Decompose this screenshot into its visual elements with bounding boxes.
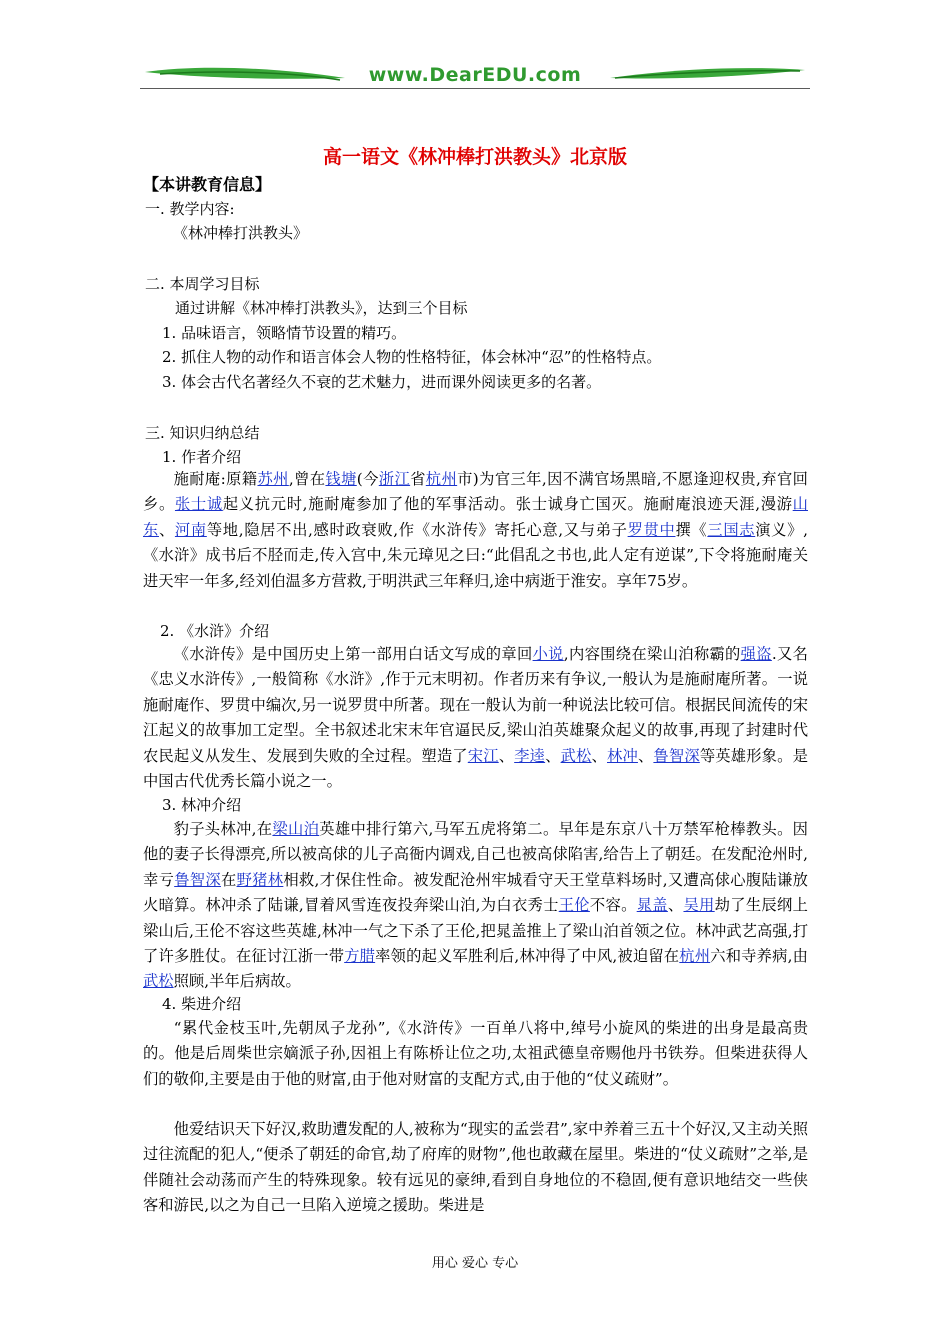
link-hangzhou-2[interactable]: 杭州 [679, 947, 711, 966]
linchong-paragraph: 豹子头林冲,在梁山泊英雄中排行第六,马军五虎将第二。早年是东京八十万禁军枪棒教头。因他的妻子长得漂亮,所以被高俅的儿子高衙内调戏,自己也被高俅陷害,给告上了朝廷。在发配沧州时,幸亏鲁智深在野猪林相救,才保住性命。被发配沧州牢城看守天王堂草料场时,又遭高俅心腹陆谦放火暗算。林冲杀了陆谦,冒着风雪连夜投奔梁山泊,为白衣秀士王伦不容。晁盖、吴用劫了生辰纲上梁山后,王伦不容这些英雄,林冲一气之下杀了王伦,把晁盖推上了梁山泊首领之位。林冲武艺高强,打了许多胜仗。在征讨江浙一带方腊率领的起义军胜利后,林冲得了中风,被迫留在杭州六和寺养病,由武松照顾,半年后病故。 [143, 820, 808, 991]
section-heading: 【本讲教育信息】 [143, 175, 272, 194]
page-title: 高一语文《林冲棒打洪教头》北京版 [322, 146, 627, 168]
link-fangla[interactable]: 方腊 [344, 947, 376, 966]
link-luzhishen-2[interactable]: 鲁智深 [174, 870, 221, 889]
s1-content: 《林冲棒打洪教头》 [173, 224, 309, 242]
link-wuyong[interactable]: 吴用 [683, 896, 715, 915]
goal-item-2: 2. 抓住人物的动作和语言体会人物的性格特征，体会林冲“忍”的性格特点。 [162, 348, 662, 366]
sub-heading-chaijin: 4. 柴进介绍 [162, 995, 242, 1013]
shuihu-paragraph: 《水浒传》是中国历史上第一部用白话文写成的章回小说,内容围绕在梁山泊称霸的强盗.又名《忠义水浒传》,一般简称《水浒》,作于元末明初。作者历来有争议,一般认为是施耐庵所著。一说施耐庵作、罗贯中编次,另一说罗贯中所著。现在一般认为前一种说法比较可信。根据民间流传的宋江起义的故事加工定型。全书叙述北宋末年官逼民反,梁山泊英雄聚众起义的故事,再现了封建时代农民起义从发生、发展到失败的全过程。塑造了宋江、李逵、武松、林冲、鲁智深等英雄形象。是中国古代优秀长篇小说之一。 [143, 645, 808, 791]
link-likui[interactable]: 李逵 [514, 746, 546, 765]
link-yezhulin[interactable]: 野猪林 [236, 870, 284, 889]
sub-heading-author: 1. 作者介绍 [162, 448, 242, 466]
link-suzhou[interactable]: 苏州 [257, 470, 289, 488]
link-wusong[interactable]: 武松 [560, 746, 592, 765]
link-songjiang[interactable]: 宋江 [467, 746, 499, 765]
link-henan[interactable]: 河南 [174, 520, 207, 539]
chaijin-paragraph-1: “累代金枝玉叶,先朝凤子龙孙”,《水浒传》一百单八将中,绰号小旋风的柴进的出身是最高贵的。他是后周柴世宗嫡派子孙,因祖上有陈桥让位之功,太祖武德皇帝赐他丹书铁券。但柴进获得人们的敬仰,主要是由于他的财富,由于他对财富的支配方式,由于他的“仗义疏财”。 [143, 1019, 808, 1088]
link-linchong[interactable]: 林冲 [607, 746, 638, 765]
link-xiaoshuo[interactable]: 小说 [532, 645, 564, 663]
link-wusong-2[interactable]: 武松 [143, 972, 174, 991]
sub-heading-shuihu: 2. 《水浒》介绍 [160, 622, 270, 640]
link-wanglun[interactable]: 王伦 [558, 896, 590, 915]
s2-intro: 通过讲解《林冲棒打洪教头》，达到三个目标 [175, 299, 468, 317]
s1-heading: 一. 教学内容: [145, 200, 235, 218]
page-footer: 用心 爱心 专心 [431, 1256, 519, 1271]
link-luoguanzhong[interactable]: 罗贯中 [627, 520, 676, 539]
link-shandong[interactable]: 山东 [143, 495, 808, 539]
link-luzhishen[interactable]: 鲁智深 [653, 746, 700, 765]
site-header [140, 58, 810, 98]
link-liangshanpo[interactable]: 梁山泊 [272, 820, 320, 838]
sub-heading-linchong: 3. 林冲介绍 [162, 796, 242, 814]
site-logo-text[interactable]: www.DearEDU.com [368, 64, 582, 86]
link-qiangdao[interactable]: 强盗 [740, 645, 772, 663]
s3-heading: 三. 知识归纳总结 [145, 424, 260, 442]
author-paragraph: 施耐庵:原籍苏州,曾在钱塘(今浙江省杭州市)为官三年,因不满官场黑暗,不愿逢迎权贵,弃官回乡。张士诚起义抗元时,施耐庵参加了他的军事活动。张士诚身亡国灭。施耐庵浪迹天涯,漫游山东、河南等地,隐居不出,感时政衰败,作《水浒传》寄托心意,又与弟子罗贯中撰《三国志演义》,《水浒》成书后不胫而走,传入宫中,朱元璋见之曰:“此倡乱之书也,此人定有逆谋”,下令将施耐庵关进天牢一年多,经刘伯温多方营救,于明洪武三年释归,途中病逝于淮安。享年75岁。 [143, 470, 808, 590]
link-sanguozhi[interactable]: 三国志 [707, 520, 756, 539]
chaijin-paragraph-2: 他爱结识天下好汉,救助遭发配的人,被称为“现实的孟尝君”,家中养着三五十个好汉,又主动关照过往流配的犯人,“便杀了朝廷的命官,劫了府库的财物”,他也敢藏在屋里。柴进的“仗义疏财”之举,是伴随社会动荡而产生的特殊现象。较有远见的豪绅,看到自身地位的不稳固,便有意识地结交一些侠客和游民,以之为自己一旦陷入逆境之援助。柴进是 [143, 1120, 808, 1215]
link-zhangshicheng[interactable]: 张士诚 [174, 495, 223, 514]
goal-item-1: 1. 品味语言，领略情节设置的精巧。 [162, 324, 407, 342]
header-divider [140, 88, 810, 89]
goal-item-3: 3. 体会古代名著经久不衰的艺术魅力，进而课外阅读更多的名著。 [162, 373, 602, 391]
link-hangzhou[interactable]: 杭州 [425, 470, 458, 488]
link-qiantang[interactable]: 钱塘 [325, 470, 357, 488]
link-chaogai[interactable]: 晁盖 [636, 896, 668, 915]
link-zhejiang[interactable]: 浙江 [378, 470, 411, 488]
s2-heading: 二. 本周学习目标 [145, 275, 260, 293]
